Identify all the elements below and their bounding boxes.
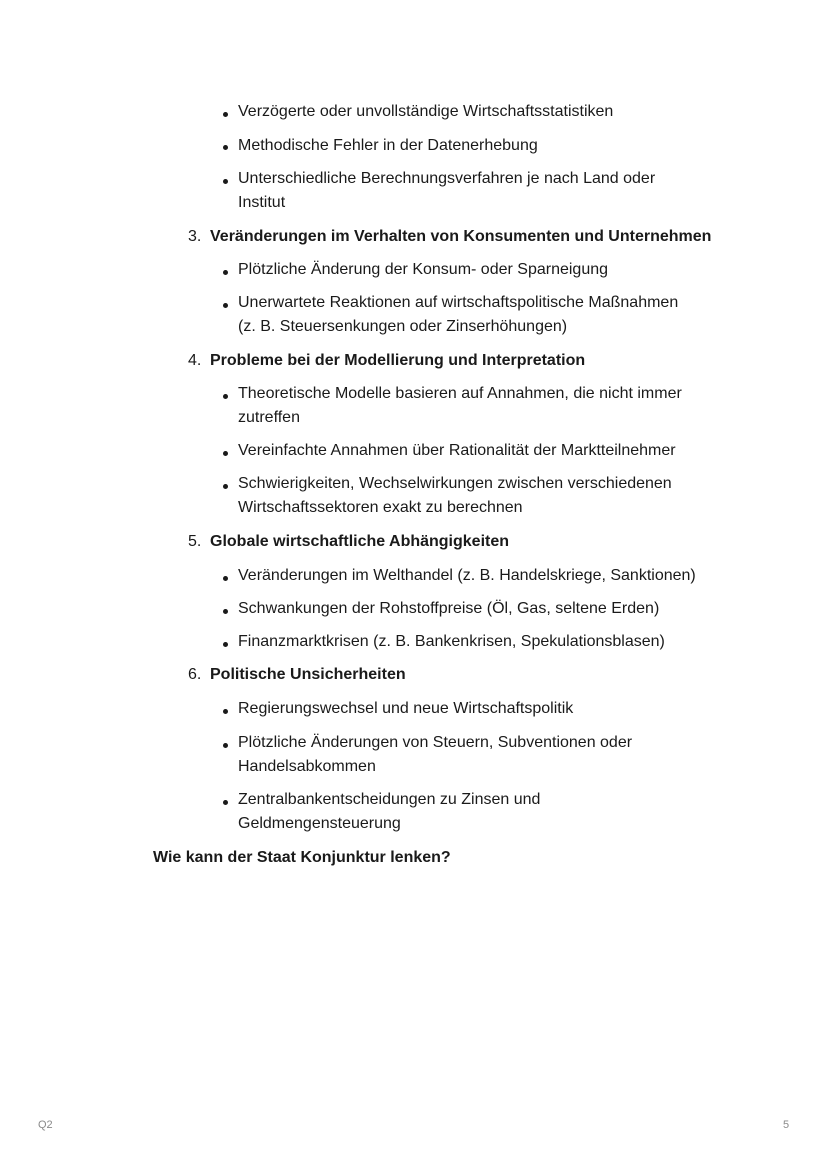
bullet-dot [223, 394, 228, 399]
bullet-dot [223, 576, 228, 581]
list-item: Veränderungen im Welthandel (z. B. Handelskriege, Sanktionen) [238, 567, 696, 584]
list-item: Verzögerte oder unvollständige Wirtschaftsstatistiken [238, 103, 614, 120]
list-item-line: Zentralbankentscheidungen zu Zinsen und [238, 791, 541, 808]
list-item: Vereinfachte Annahmen über Rationalität der Marktteilnehmer [238, 442, 676, 459]
list-item-line: Geldmengensteuerung [238, 815, 401, 832]
list-item-line: Unterschiedliche Berechnungsverfahren je nach Land oder [238, 170, 656, 187]
bullet-dot [223, 609, 228, 614]
bullet-dot [223, 145, 228, 150]
bullet-dot [223, 179, 228, 184]
list-item-line: Plötzliche Änderungen von Steuern, Subventionen oder [238, 734, 633, 751]
list-item-line: Institut [238, 194, 286, 211]
list-item-line: (z. B. Steuersenkungen oder Zinserhöhungen) [238, 318, 568, 335]
list-item-line: Theoretische Modelle basieren auf Annahmen, die nicht immer [238, 385, 682, 402]
list-item: Plötzliche Änderung der Konsum- oder Sparneigung [238, 261, 609, 278]
bullet-dot [223, 270, 228, 275]
list-item: Methodische Fehler in der Datenerhebung [238, 137, 538, 154]
bullet-dot [223, 709, 228, 714]
section-number: 6. [188, 666, 202, 683]
list-item-line: Schwierigkeiten, Wechselwirkungen zwischen verschiedenen [238, 475, 672, 492]
bullet-dot [223, 743, 228, 748]
bullet-dot [223, 451, 228, 456]
list-item: Finanzmarktkrisen (z. B. Bankenkrisen, Spekulationsblasen) [238, 633, 665, 650]
list-item-line: zutreffen [238, 409, 300, 426]
bullet-dot [223, 484, 228, 489]
section-number: 5. [188, 533, 202, 550]
list-item-line: Wirtschaftssektoren exakt zu berechnen [238, 499, 523, 516]
list-item: Schwankungen der Rohstoffpreise (Öl, Gas, seltene Erden) [238, 600, 660, 617]
section-number: 4. [188, 352, 202, 369]
section-heading: Veränderungen im Verhalten von Konsumenten und Unternehmen [210, 228, 712, 245]
section-heading: Politische Unsicherheiten [210, 666, 406, 683]
section-heading: Globale wirtschaftliche Abhängigkeiten [210, 533, 510, 550]
closing-question-heading: Wie kann der Staat Konjunktur lenken? [153, 849, 451, 866]
section-heading: Probleme bei der Modellierung und Interpretation [210, 352, 586, 369]
list-item-line: Unerwartete Reaktionen auf wirtschaftspolitische Maßnahmen [238, 294, 679, 311]
bullet-dot [223, 112, 228, 117]
footer-left-label: Q2 [38, 1119, 53, 1131]
list-item: Regierungswechsel und neue Wirtschaftspolitik [238, 700, 574, 717]
section-number: 3. [188, 228, 202, 245]
bullet-dot [223, 800, 228, 805]
bullet-dot [223, 642, 228, 647]
bullet-dot [223, 303, 228, 308]
list-item-line: Handelsabkommen [238, 758, 376, 775]
page-number: 5 [783, 1119, 790, 1131]
